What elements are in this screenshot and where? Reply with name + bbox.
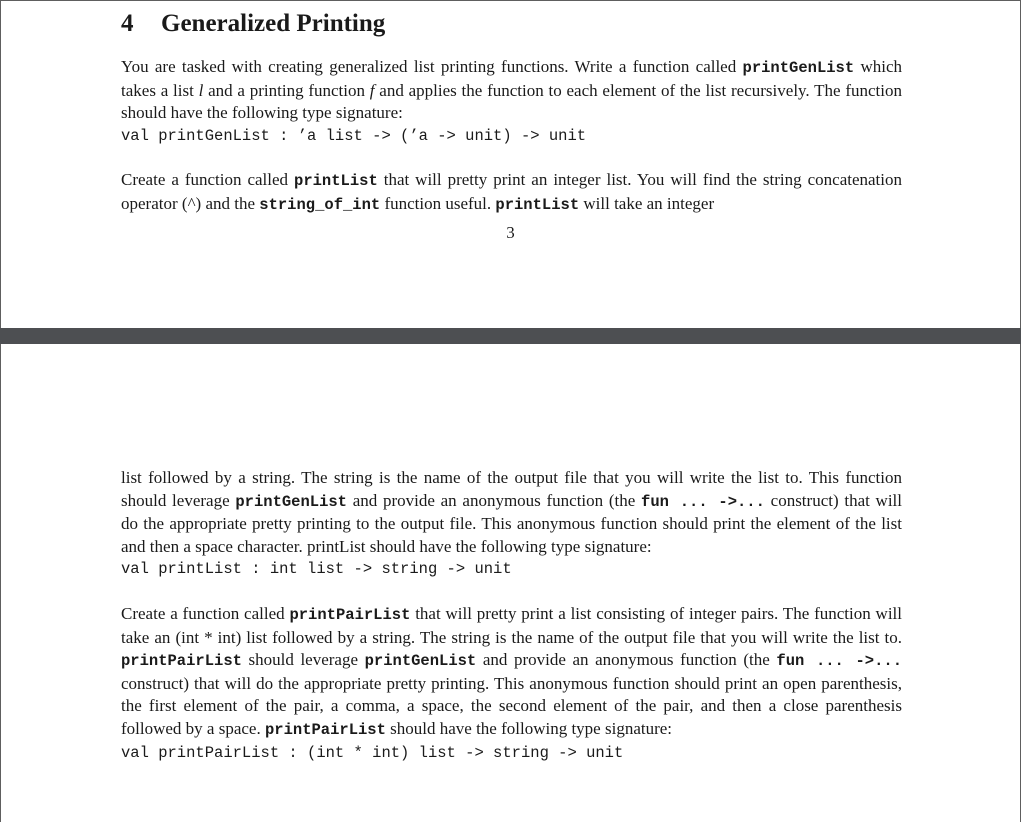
section-title: Generalized Printing [161, 10, 386, 37]
printpairlist-signature: val printPairList : (int * int) list -> string -> unit [121, 743, 624, 762]
page-number: 3 [506, 223, 515, 242]
printlist-text-start: Create a function called printList that will pretty print an integer list. You will find the string concatenation operator (^) and the string_of_int function useful. printList will take an integer [121, 170, 903, 214]
document-page-4 [0, 344, 1021, 822]
printpairlist-paragraph [121, 603, 902, 764]
printgenlist-signature: val printGenList : ’a list -> (’a -> unit) -> unit [121, 126, 587, 145]
printpairlist-text: Create a function called printPairList that will pretty print a list consisting of integer pairs. The function will take an (int * int) list followed by a string. The string is the name of the output file that you will write the list to. printPairList should leverage printGenList and provide an anonymous function (the fun ... ->... construct) that will do the appropriate pretty printing. This anonymous function should print an open parenthesis, the first element of the pair, a comma, a space, the second element of the pair, and then a close parenthesis followed by a space. printPairList should have the following type signature: [121, 603, 902, 739]
page-3-body [121, 56, 902, 217]
page-4-body [121, 467, 902, 764]
printlist-signature: val printList : int list -> string -> unit [121, 560, 512, 579]
intro-text: You are tasked with creating generalized list printing functions. Write a function called printGenList which takes a list l and a printing function f and applies the function to each element of the list recursively. The function should have the following type signature: [121, 57, 903, 123]
printlist-text-cont: list followed by a string. The string is the name of the output file that you will write the list to. This function should leverage printGenList and provide an anonymous function (the fun ... ->... construct) that will do the appropriate pretty printing to the output file. This anonymous function should print the element of the list and then a space character. printList should have the following type signature: [121, 468, 903, 556]
page-separator [0, 328, 1021, 344]
intro-paragraph [121, 56, 902, 147]
section-number: 4 [121, 10, 134, 37]
printlist-paragraph-start [121, 169, 902, 216]
document-page-3 [0, 0, 1021, 328]
section-heading [121, 10, 385, 38]
printlist-paragraph-cont [121, 467, 902, 581]
